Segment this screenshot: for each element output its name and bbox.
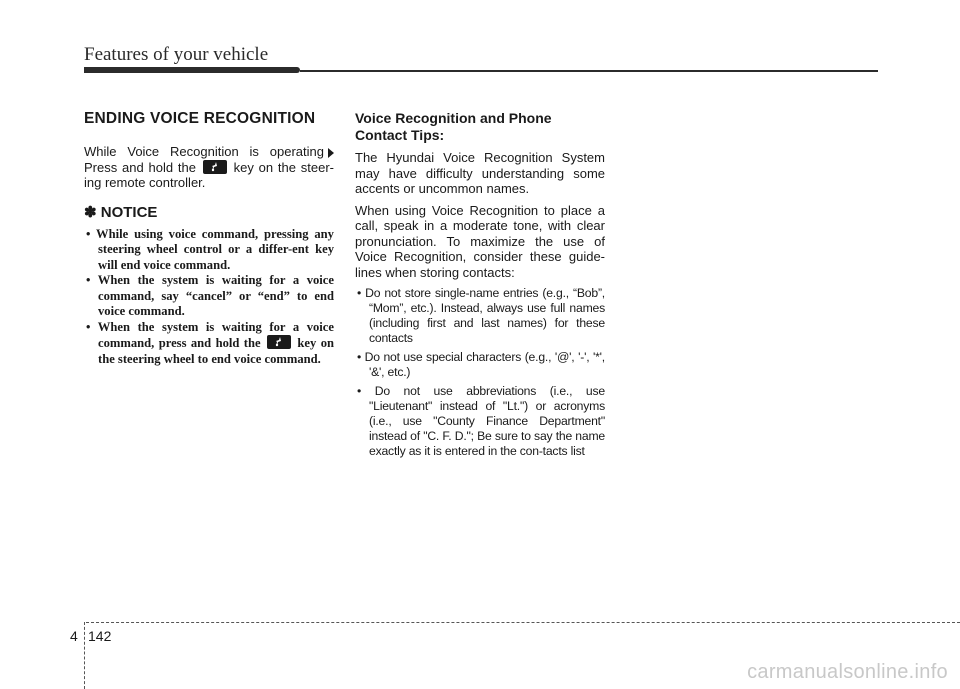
notice-item: • When the system is waiting for a voice command, say “cancel” or “end” to end voice command. (84, 273, 334, 320)
tip-item: • Do not store single-name entries (e.g., “Bob”, “Mom”, etc.). Instead, always use full names (including first and last names) for these contacts (355, 286, 605, 346)
right-column (355, 110, 605, 463)
notice-item3-text-1: When the system is waiting for a voice command, press and hold the (97, 319, 334, 350)
ending-text-3: key on the steer-ing remote controller. (84, 159, 335, 190)
page-number: 142 (88, 628, 112, 644)
voice-key-icon (267, 335, 291, 349)
tip-item: • Do not use special characters (e.g., '@', '-', '*', '&', etc.) (355, 350, 605, 380)
footer-rule (86, 622, 960, 623)
voice-key-icon (203, 160, 227, 174)
section-heading-tips: Voice Recognition and Phone Contact Tips: (355, 110, 552, 143)
notice-list (84, 227, 334, 368)
page-header-title: Features of your vehicle (84, 44, 269, 65)
notice-heading: ✽ NOTICE (84, 203, 158, 221)
tip-item: • Do not use abbreviations (i.e., use "Lieutenant" instead of "Lt.") or acronyms (i.e., use "County Finance Department" instead of "C. F. D."; Be sure to say the name exactly as it is entered in the con-tacts list (355, 384, 605, 459)
notice-item3-text-2: key on the steering wheel to end voice command. (98, 336, 334, 366)
left-column (84, 110, 334, 367)
ending-paragraph (84, 144, 334, 191)
footer-vertical-rule (84, 622, 85, 689)
section-heading-ending: ENDING VOICE RECOGNITION (84, 110, 316, 127)
chapter-number: 4 (70, 628, 78, 644)
ending-text-2: Press and hold the (84, 159, 196, 175)
header-rule-thick (84, 67, 300, 73)
notice-item: • While using voice command, pressing any steering wheel control or a differ-ent key will end voice command. (84, 227, 334, 274)
header-rule-thin (300, 70, 878, 72)
watermark: carmanualsonline.info (747, 661, 948, 683)
notice-item (84, 320, 334, 368)
ending-text-1: While Voice Recognition is operating (84, 144, 324, 159)
tips-paragraph-2: When using Voice Recognition to place a call, speak in a moderate tone, with clear pronunciation. To maximize the use of Voice Recognition, consider these guide-lines when storing contacts: (355, 202, 605, 280)
tips-list (355, 286, 605, 459)
tips-paragraph-1: The Hyundai Voice Recognition System may have difficulty understanding some accents or uncommon names. (355, 150, 605, 196)
arrow-right-icon (328, 148, 334, 158)
